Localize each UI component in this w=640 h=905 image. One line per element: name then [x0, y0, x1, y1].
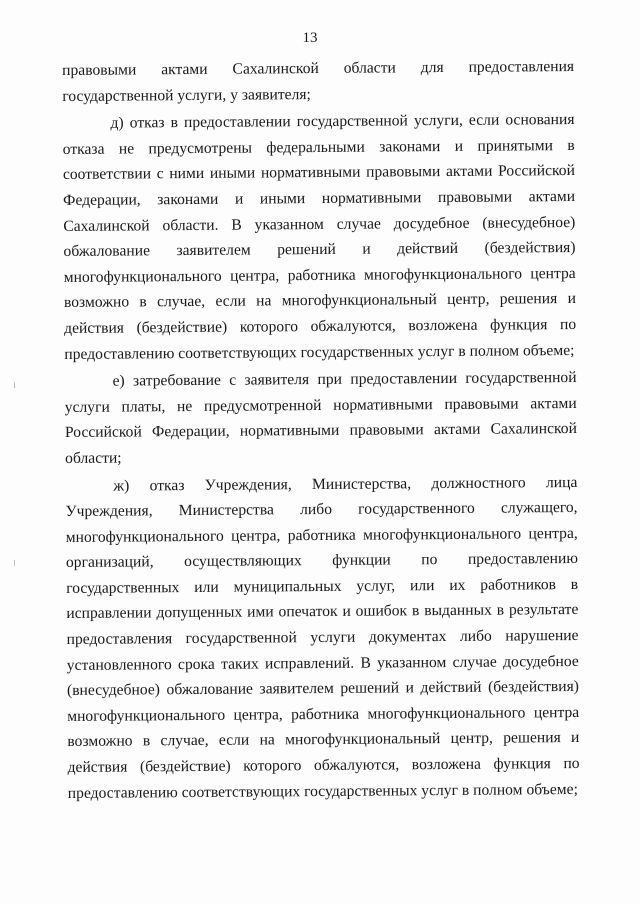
paragraph-continuation: правовыми актами Сахалинской области для предоставления государственной услуги, у заявителя;	[62, 57, 575, 105]
page-number: 13	[302, 30, 318, 46]
paragraph-item-zh: ж) отказ Учреждения, Министерства, должностного лица Учреждения, Министерства либо государственного служащего, многофункционального центра, работника многофункционального центра, организаций, осуществляющих функции по предоставлению государственных или муниципальных услуг, или их работников в исправлении допущенных ими опечаток и ошибок в выданных в результате предоставления государственной услуги документах либо нарушение установленного срока таких исправлений. В указанном случае досудебное (внесудебное) обжалование заявителем решений и действий (бездействия) многофункционального центра, работника многофункционального центра возможно в случае, если на многофункциональный центр, решения и действия (бездействие) которого обжалуются, возложена функция по предоставлению соответствующих государственных услуг в полном объеме;	[65, 473, 580, 802]
document-body	[62, 54, 580, 806]
scan-edge-mark	[14, 382, 15, 388]
paragraph-item-e: е) затребование с заявителя при предоставлении государственной услуги платы, не предусмотренной нормативными правовыми актами Российской Федерации, нормативными правовыми актами Сахалинской области;	[64, 369, 577, 467]
scan-edge-mark	[14, 560, 15, 566]
paragraph-item-d: д) отказ в предоставлении государственной услуги, если основания отказа не предусмотрены федеральными законами и принятыми в соответствии с ними иными нормативными правовыми актами Российской Федерации, законами и иными нормативными правовыми актами Сахалинской области. В указанном случае досудебное (внесудебное) обжалование заявителем решений и действий (бездействия) многофункционального центра, работника многофункционального центра возможно в случае, если на многофункциональный центр, решения и действия (бездействие) которого обжалуются, возложена функция по предоставлению соответствующих государственных услуг в полном объеме;	[62, 111, 577, 363]
